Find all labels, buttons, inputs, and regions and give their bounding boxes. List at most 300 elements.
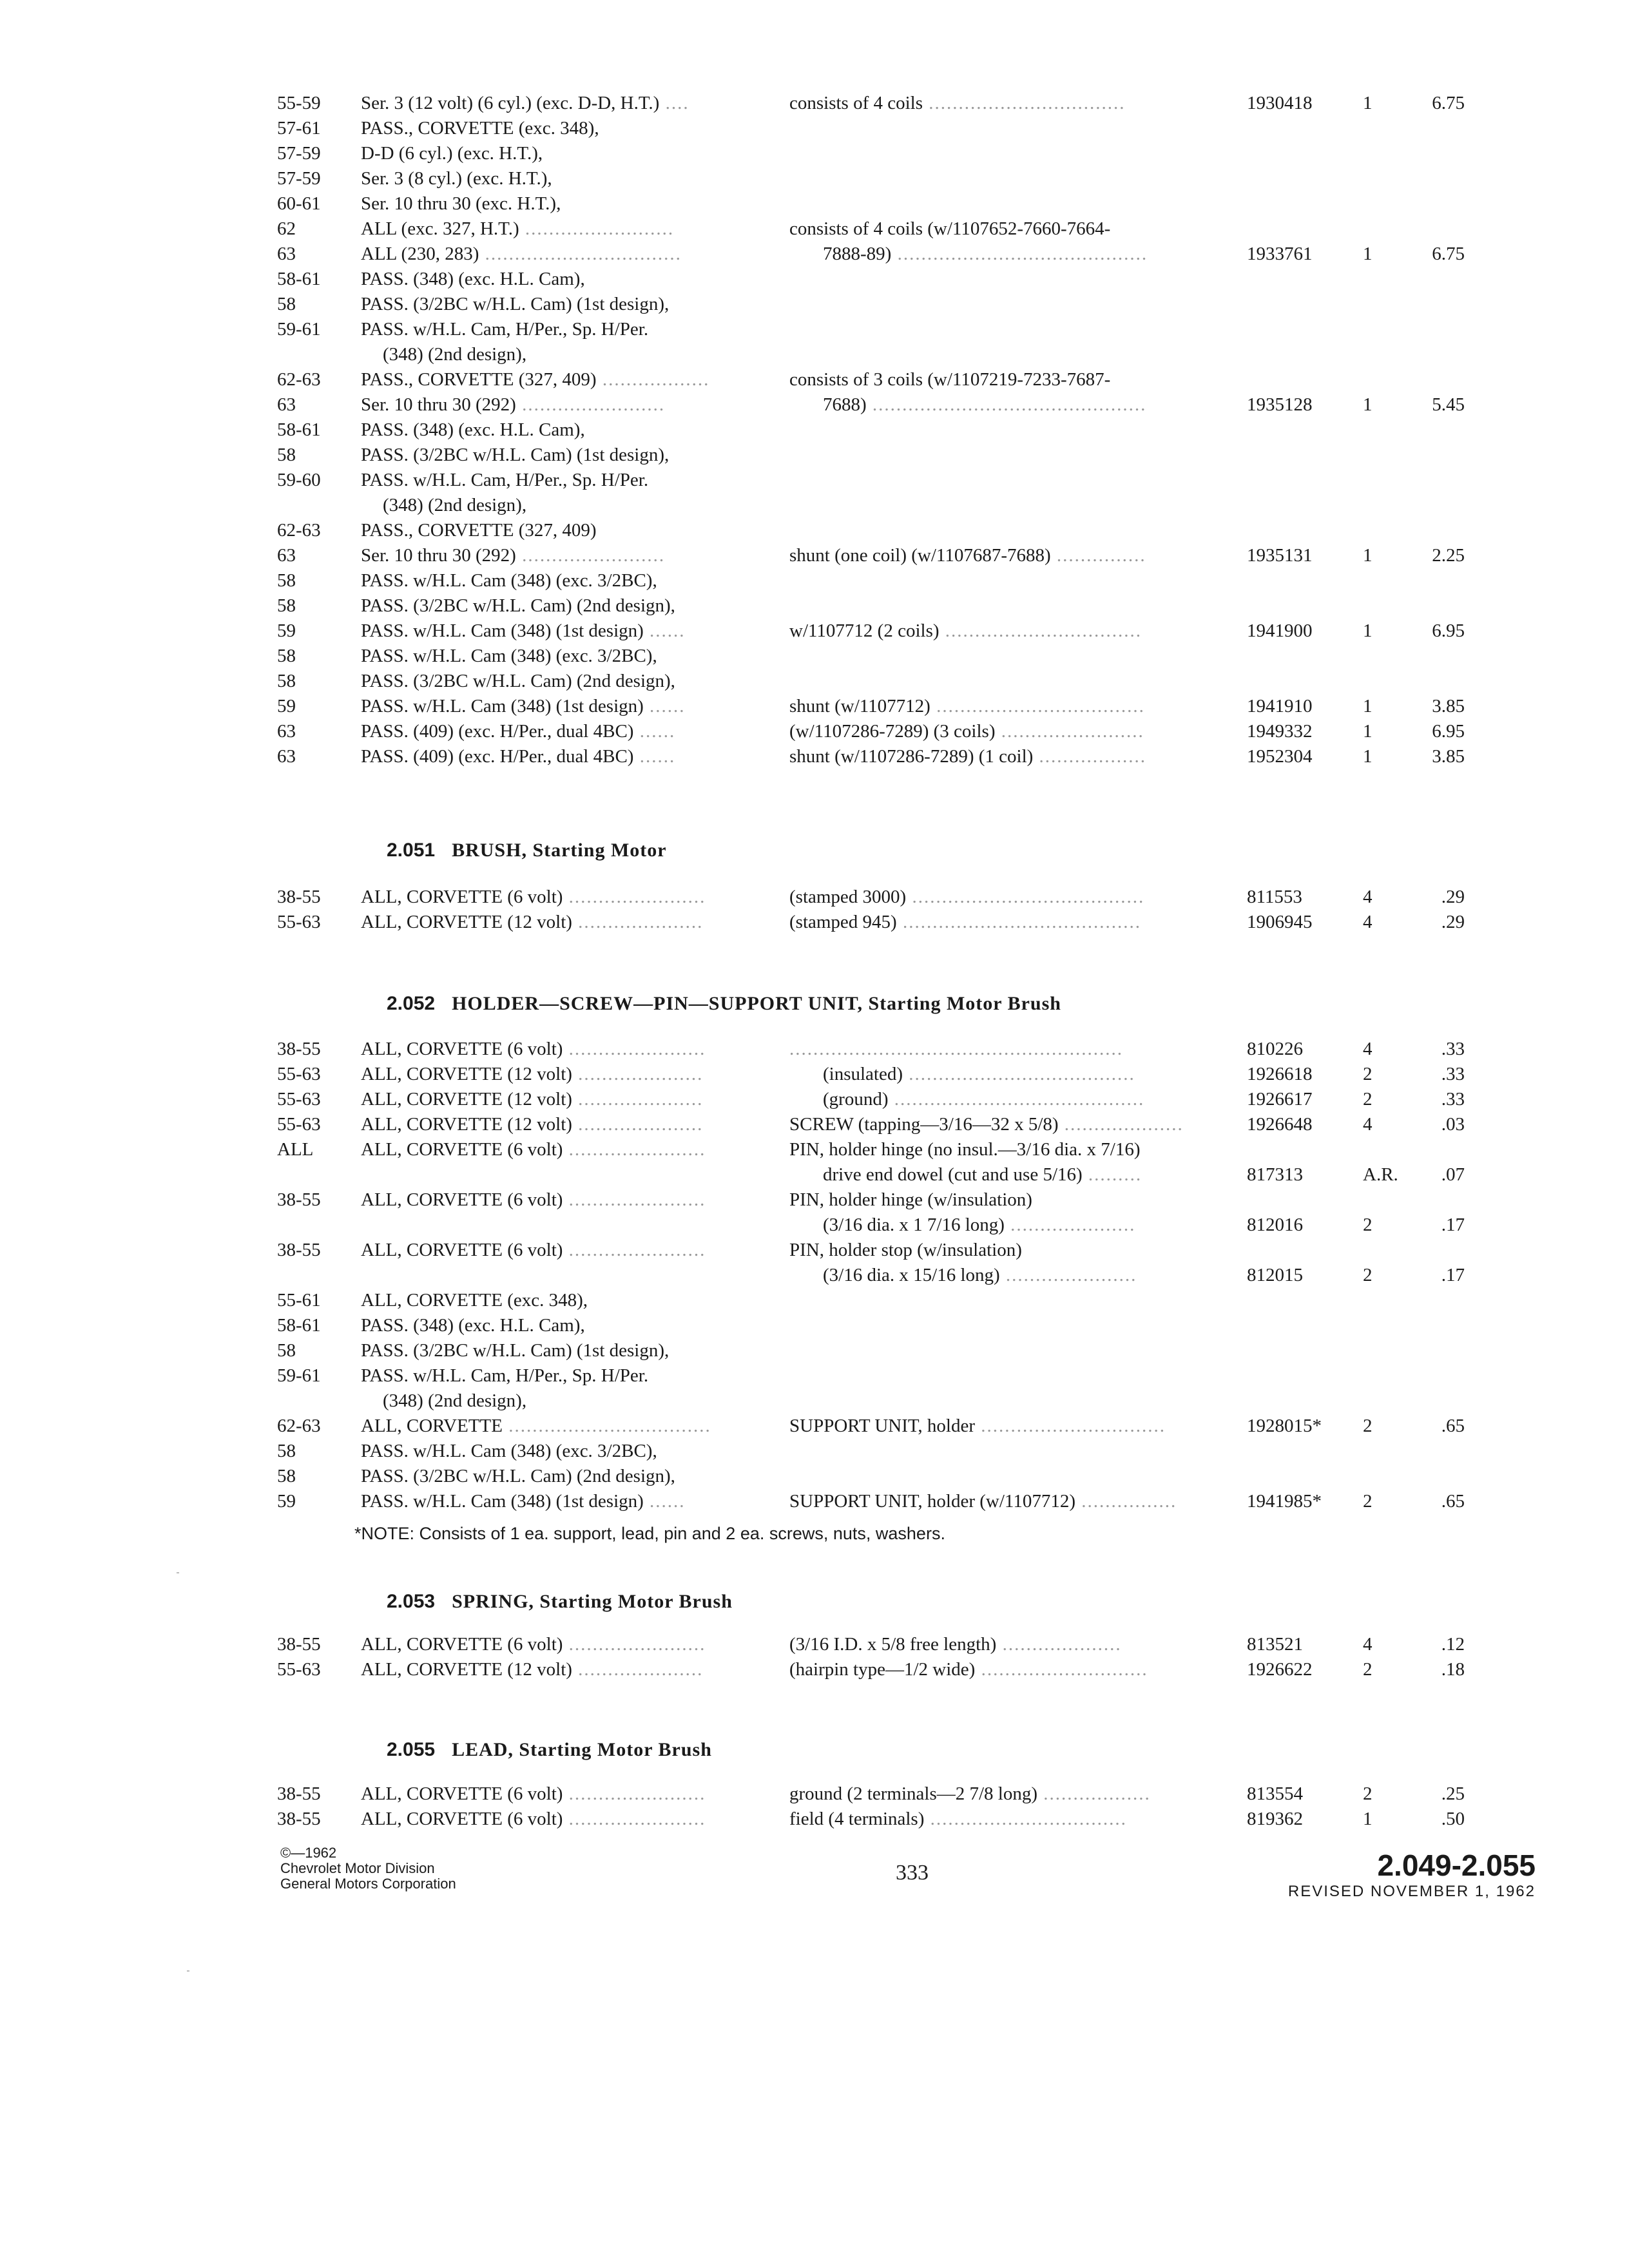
part-number: 1952304 xyxy=(1247,746,1313,767)
application-text: PASS. w/H.L. Cam (348) (1st design) xyxy=(361,620,644,641)
part-number: 1941910 xyxy=(1247,696,1313,716)
application xyxy=(361,266,585,292)
scan-speck xyxy=(177,1572,179,1573)
application xyxy=(361,216,674,242)
model-year: 38-55 xyxy=(277,1240,321,1260)
model-year: 59 xyxy=(277,620,296,641)
model-year: 55-63 xyxy=(277,912,321,932)
application xyxy=(361,1187,706,1213)
description xyxy=(789,1036,1123,1062)
part-number: 1941985* xyxy=(1247,1491,1322,1512)
price: .18 xyxy=(1441,1659,1465,1680)
application xyxy=(361,291,669,317)
section-title: BRUSH, Starting Motor xyxy=(452,840,667,861)
part-number: 1926617 xyxy=(1247,1089,1313,1110)
application-text: ALL, CORVETTE (12 volt) xyxy=(361,912,572,932)
description xyxy=(789,744,1146,769)
application xyxy=(361,367,709,392)
parts-row xyxy=(0,241,1629,267)
leader-dots: ............................ xyxy=(975,1659,1148,1680)
leader-dots: ............................... xyxy=(975,1416,1166,1436)
application-text: PASS. (3/2BC w/H.L. Cam) (2nd design), xyxy=(361,1466,675,1486)
price: .29 xyxy=(1441,912,1465,932)
price: 6.95 xyxy=(1432,721,1465,742)
parts-row xyxy=(0,417,1629,443)
quantity: 4 xyxy=(1363,887,1373,907)
part-number: 1930418 xyxy=(1247,93,1313,113)
description xyxy=(789,1806,1127,1832)
model-year: 38-55 xyxy=(277,887,321,907)
parts-row xyxy=(0,744,1629,769)
description-text: 7688) xyxy=(823,394,867,415)
application-text: PASS., CORVETTE (327, 409) xyxy=(361,520,597,541)
price: 3.85 xyxy=(1432,746,1465,767)
description xyxy=(789,718,1144,744)
parts-row xyxy=(0,1137,1629,1162)
application xyxy=(361,417,585,443)
application xyxy=(361,1137,706,1162)
description xyxy=(789,90,1126,116)
parts-row xyxy=(0,1036,1629,1062)
model-year: 58 xyxy=(277,445,296,465)
model-year: 38-55 xyxy=(277,1634,321,1655)
leader-dots: ..................... xyxy=(572,912,704,932)
quantity: 1 xyxy=(1363,93,1373,113)
leader-dots: ...... xyxy=(633,721,676,742)
description xyxy=(789,1162,1142,1187)
application xyxy=(361,543,665,568)
model-year: 63 xyxy=(277,721,296,742)
leader-dots: ....................... xyxy=(563,1189,706,1210)
parts-row xyxy=(0,90,1629,116)
parts-row xyxy=(0,1363,1629,1389)
description-text: 7888-89) xyxy=(823,244,892,264)
quantity: 2 xyxy=(1363,1064,1373,1084)
application xyxy=(361,1287,588,1313)
application xyxy=(361,191,561,216)
leader-dots: ...................... xyxy=(999,1265,1137,1285)
application xyxy=(361,1061,703,1087)
application-text: ALL, CORVETTE (6 volt) xyxy=(361,1809,563,1829)
application xyxy=(361,568,657,593)
section-number: 2.051 xyxy=(387,840,436,861)
section-heading xyxy=(387,838,667,863)
description-text: PIN, holder stop (w/insulation) xyxy=(789,1240,1022,1260)
quantity: 1 xyxy=(1363,746,1373,767)
parts-row xyxy=(0,1262,1629,1288)
parts-row xyxy=(0,1413,1629,1439)
price: .33 xyxy=(1441,1039,1465,1059)
application-text: PASS. w/H.L. Cam (348) (exc. 3/2BC), xyxy=(361,1441,657,1461)
description-text: SUPPORT UNIT, holder (w/1107712) xyxy=(789,1491,1075,1512)
model-year: 58 xyxy=(277,1441,296,1461)
model-year: 63 xyxy=(277,394,296,415)
application xyxy=(361,517,597,543)
price: .25 xyxy=(1441,1783,1465,1804)
application-text: Ser. 3 (8 cyl.) (exc. H.T.), xyxy=(361,168,552,189)
leader-dots: .......................................... xyxy=(891,244,1148,264)
part-number: 1906945 xyxy=(1247,912,1313,932)
application-text: ALL, CORVETTE (12 volt) xyxy=(361,1064,572,1084)
model-year: 62 xyxy=(277,218,296,239)
parts-row xyxy=(0,1212,1629,1238)
parts-row xyxy=(0,909,1629,935)
leader-dots: ....................... xyxy=(563,1783,706,1804)
model-year: 62-63 xyxy=(277,369,321,390)
parts-row xyxy=(0,1111,1629,1137)
application-text: PASS. (348) (exc. H.L. Cam), xyxy=(361,269,585,289)
revision-date: REVISED NOVEMBER 1, 1962 xyxy=(1287,1883,1536,1900)
parts-row xyxy=(0,1463,1629,1489)
application xyxy=(361,241,682,267)
parts-row xyxy=(0,543,1629,568)
description xyxy=(789,1262,1137,1288)
application xyxy=(361,1781,706,1807)
description-text: consists of 4 coils (w/1107652-7660-7664- xyxy=(789,218,1111,239)
model-year: 63 xyxy=(277,244,296,264)
description-text: SCREW (tapping—3/16—32 x 5/8) xyxy=(789,1114,1059,1135)
application xyxy=(361,1463,675,1489)
description xyxy=(789,1137,1141,1162)
parts-row xyxy=(0,1338,1629,1363)
footer-corporation: General Motors Corporation xyxy=(280,1876,456,1892)
quantity: 4 xyxy=(1363,1039,1373,1059)
application-text: ALL, CORVETTE (6 volt) xyxy=(361,1783,563,1804)
model-year: 59-61 xyxy=(277,1365,321,1386)
quantity: 2 xyxy=(1363,1416,1373,1436)
model-year: 38-55 xyxy=(277,1039,321,1059)
parts-row xyxy=(0,884,1629,910)
application-text: PASS. (409) (exc. H/Per., dual 4BC) xyxy=(361,721,634,742)
price: .07 xyxy=(1441,1164,1465,1185)
leader-dots: .............................................. xyxy=(866,394,1147,415)
footer-copyright: ©—1962 xyxy=(280,1845,337,1861)
leader-dots: ..................... xyxy=(572,1089,704,1110)
application-text: Ser. 10 thru 30 (exc. H.T.), xyxy=(361,193,561,214)
description-text: consists of 4 coils xyxy=(789,93,923,113)
application xyxy=(361,884,706,910)
description xyxy=(789,1212,1135,1238)
part-number: 1941900 xyxy=(1247,620,1313,641)
leader-dots: ....................... xyxy=(563,1139,706,1160)
application xyxy=(361,492,526,518)
application-text: ALL, CORVETTE xyxy=(361,1416,503,1436)
parts-row xyxy=(0,693,1629,719)
leader-dots: ..................... xyxy=(572,1114,704,1135)
description xyxy=(789,1631,1122,1657)
parts-row xyxy=(0,467,1629,493)
application xyxy=(361,718,675,744)
description xyxy=(789,543,1146,568)
leader-dots: ....................................... xyxy=(906,887,1145,907)
part-number: 1935128 xyxy=(1247,394,1313,415)
model-year: 57-59 xyxy=(277,143,321,164)
description xyxy=(789,1111,1184,1137)
application xyxy=(361,1631,706,1657)
application-text: PASS. (3/2BC w/H.L. Cam) (1st design), xyxy=(361,445,670,465)
leader-dots: .................................. xyxy=(502,1416,711,1436)
model-year: 38-55 xyxy=(277,1189,321,1210)
application xyxy=(361,1413,711,1439)
model-year: 58-61 xyxy=(277,419,321,440)
application-text: PASS. w/H.L. Cam, H/Per., Sp. H/Per. xyxy=(361,470,649,490)
application-text: ALL, CORVETTE (12 volt) xyxy=(361,1089,572,1110)
description xyxy=(789,241,1148,267)
model-year: 38-55 xyxy=(277,1783,321,1804)
part-number: 812016 xyxy=(1247,1215,1303,1235)
quantity: 2 xyxy=(1363,1089,1373,1110)
section-number: 2.053 xyxy=(387,1591,436,1612)
description xyxy=(789,216,1110,242)
application xyxy=(361,668,675,694)
leader-dots: .................... xyxy=(1058,1114,1184,1135)
leader-dots: ...... xyxy=(633,746,676,767)
parts-row xyxy=(0,140,1629,166)
model-year: 58-61 xyxy=(277,269,321,289)
price: 5.45 xyxy=(1432,394,1465,415)
quantity: 1 xyxy=(1363,721,1373,742)
application-text: PASS. w/H.L. Cam (348) (1st design) xyxy=(361,1491,644,1512)
quantity: 1 xyxy=(1363,620,1373,641)
leader-dots: ................................. xyxy=(924,1809,1127,1829)
application-text: ALL, CORVETTE (6 volt) xyxy=(361,1189,563,1210)
parts-row xyxy=(0,1162,1629,1187)
model-year: 58-61 xyxy=(277,1315,321,1336)
parts-row xyxy=(0,492,1629,518)
leader-dots: ....................... xyxy=(563,1240,706,1260)
parts-row xyxy=(0,1657,1629,1682)
leader-dots: .................. xyxy=(1037,1783,1151,1804)
application-text: PASS. w/H.L. Cam, H/Per., Sp. H/Per. xyxy=(361,319,649,340)
application xyxy=(361,1111,703,1137)
part-number: 819362 xyxy=(1247,1809,1303,1829)
part-number: 1926648 xyxy=(1247,1114,1313,1135)
parts-row xyxy=(0,115,1629,141)
application xyxy=(361,341,526,367)
part-number: 812015 xyxy=(1247,1265,1303,1285)
model-year: 55-63 xyxy=(277,1089,321,1110)
model-year: 58 xyxy=(277,646,296,666)
application xyxy=(361,467,648,493)
quantity: 2 xyxy=(1363,1265,1373,1285)
application-text: PASS. w/H.L. Cam, H/Per., Sp. H/Per. xyxy=(361,1365,649,1386)
section-heading xyxy=(387,1737,712,1763)
section-title: SPRING, Starting Motor Brush xyxy=(452,1591,733,1612)
model-year: 59-61 xyxy=(277,319,321,340)
parts-row xyxy=(0,568,1629,593)
model-year: 38-55 xyxy=(277,1809,321,1829)
parts-row xyxy=(0,1237,1629,1263)
leader-dots: ......... xyxy=(1082,1164,1142,1185)
parts-row xyxy=(0,1488,1629,1514)
description-text: (w/1107286-7289) (3 coils) xyxy=(789,721,996,742)
description xyxy=(789,1237,1022,1263)
description-text: (stamped 3000) xyxy=(789,887,907,907)
parts-row xyxy=(0,442,1629,468)
application xyxy=(361,1657,703,1682)
description-text: ground (2 terminals—2 7/8 long) xyxy=(789,1783,1038,1804)
part-number: 1949332 xyxy=(1247,721,1313,742)
application-text: (348) (2nd design), xyxy=(383,344,527,365)
model-year: 57-61 xyxy=(277,118,321,139)
quantity: A.R. xyxy=(1363,1164,1398,1185)
leader-dots: .......................................... xyxy=(888,1089,1145,1110)
quantity: 2 xyxy=(1363,1491,1373,1512)
parts-row xyxy=(0,1061,1629,1087)
application-text: ALL, CORVETTE (6 volt) xyxy=(361,887,563,907)
application xyxy=(361,1438,657,1464)
description xyxy=(789,1086,1144,1112)
application-text: Ser. 10 thru 30 (292) xyxy=(361,545,516,566)
parts-row xyxy=(0,1287,1629,1313)
parts-row xyxy=(0,643,1629,669)
quantity: 4 xyxy=(1363,1634,1373,1655)
application xyxy=(361,618,686,644)
quantity: 1 xyxy=(1363,394,1373,415)
description-text: (hairpin type—1/2 wide) xyxy=(789,1659,976,1680)
model-year: 59 xyxy=(277,1491,296,1512)
part-number: 1935131 xyxy=(1247,545,1313,566)
description xyxy=(789,1781,1151,1807)
description-text: (stamped 945) xyxy=(789,912,897,932)
leader-dots: ................................... xyxy=(930,696,1145,716)
description-text: drive end dowel (cut and use 5/16) xyxy=(823,1164,1083,1185)
description xyxy=(789,1061,1135,1087)
application-text: PASS. w/H.L. Cam (348) (exc. 3/2BC), xyxy=(361,570,657,591)
leader-dots: .... xyxy=(659,93,689,113)
application xyxy=(361,442,669,468)
application xyxy=(361,643,657,669)
leader-dots: ..................... xyxy=(572,1659,704,1680)
description xyxy=(789,392,1146,418)
quantity: 1 xyxy=(1363,545,1373,566)
leader-dots: ..................... xyxy=(572,1064,704,1084)
description-text: consists of 3 coils (w/1107219-7233-7687- xyxy=(789,369,1111,390)
application xyxy=(361,166,552,191)
parts-row xyxy=(0,718,1629,744)
application xyxy=(361,316,648,342)
application xyxy=(361,392,665,418)
model-year: 62-63 xyxy=(277,1416,321,1436)
parts-row xyxy=(0,367,1629,392)
leader-dots: ................................. xyxy=(939,620,1142,641)
application xyxy=(361,909,703,935)
model-year: 55-61 xyxy=(277,1290,321,1311)
leader-dots: ....................... xyxy=(563,1634,706,1655)
leader-dots: ....................... xyxy=(563,887,706,907)
application xyxy=(361,1086,703,1112)
part-number: 813554 xyxy=(1247,1783,1303,1804)
application-text: PASS. (409) (exc. H/Per., dual 4BC) xyxy=(361,746,634,767)
description-text: shunt (w/1107712) xyxy=(789,696,930,716)
description-text: (ground) xyxy=(823,1089,889,1110)
leader-dots: ................................. xyxy=(923,93,1126,113)
model-year: 63 xyxy=(277,746,296,767)
part-number: 817313 xyxy=(1247,1164,1303,1185)
description xyxy=(789,1488,1177,1514)
page-number: 333 xyxy=(896,1861,929,1885)
part-number: 1926622 xyxy=(1247,1659,1313,1680)
leader-dots: ...................................... xyxy=(903,1064,1135,1084)
description-text: shunt (w/1107286-7289) (1 coil) xyxy=(789,746,1034,767)
application-text: PASS. (3/2BC w/H.L. Cam) (1st design), xyxy=(361,1340,670,1361)
model-year: 55-63 xyxy=(277,1114,321,1135)
price: .03 xyxy=(1441,1114,1465,1135)
application-text: ALL, CORVETTE (12 volt) xyxy=(361,1114,572,1135)
parts-row xyxy=(0,1806,1629,1832)
section-title: LEAD, Starting Motor Brush xyxy=(452,1739,712,1760)
model-year: 58 xyxy=(277,294,296,314)
parts-row xyxy=(0,1438,1629,1464)
price: 6.95 xyxy=(1432,620,1465,641)
price: .65 xyxy=(1441,1491,1465,1512)
leader-dots: ................ xyxy=(1075,1491,1177,1512)
price: 6.75 xyxy=(1432,93,1465,113)
quantity: 1 xyxy=(1363,244,1373,264)
price: .29 xyxy=(1441,887,1465,907)
footer-division: Chevrolet Motor Division xyxy=(280,1860,435,1876)
parts-row xyxy=(0,517,1629,543)
section-number: 2.052 xyxy=(387,993,436,1014)
application xyxy=(361,1388,526,1414)
application-text: PASS., CORVETTE (exc. 348), xyxy=(361,118,599,139)
parts-row xyxy=(0,1388,1629,1414)
leader-dots: ........................................................ xyxy=(789,1039,1123,1059)
parts-row xyxy=(0,316,1629,342)
description-text: w/1107712 (2 coils) xyxy=(789,620,940,641)
application xyxy=(361,593,675,619)
application-text: ALL (230, 283) xyxy=(361,244,479,264)
price: 6.75 xyxy=(1432,244,1465,264)
price: .33 xyxy=(1441,1064,1465,1084)
model-year: 59-60 xyxy=(277,470,321,490)
parts-row xyxy=(0,166,1629,191)
model-year: 57-59 xyxy=(277,168,321,189)
description-text: shunt (one coil) (w/1107687-7688) xyxy=(789,545,1051,566)
quantity: 4 xyxy=(1363,912,1373,932)
leader-dots: ......................... xyxy=(519,218,675,239)
price: .17 xyxy=(1441,1265,1465,1285)
quantity: 2 xyxy=(1363,1215,1373,1235)
application xyxy=(361,1036,706,1062)
leader-dots: ....................... xyxy=(563,1039,706,1059)
price: 3.85 xyxy=(1432,696,1465,716)
description xyxy=(789,909,1141,935)
application xyxy=(361,1312,585,1338)
application-text: PASS. (3/2BC w/H.L. Cam) (2nd design), xyxy=(361,595,675,616)
application-text: (348) (2nd design), xyxy=(383,495,527,515)
application-text: PASS. w/H.L. Cam (348) (1st design) xyxy=(361,696,644,716)
parts-row xyxy=(0,618,1629,644)
scan-speck xyxy=(187,1970,189,1972)
application-text: ALL (exc. 327, H.T.) xyxy=(361,218,519,239)
model-year: ALL xyxy=(277,1139,314,1160)
description xyxy=(789,1657,1148,1682)
leader-dots: .................. xyxy=(596,369,710,390)
model-year: 58 xyxy=(277,595,296,616)
part-number: 1933761 xyxy=(1247,244,1313,264)
quantity: 1 xyxy=(1363,1809,1373,1829)
model-year: 63 xyxy=(277,545,296,566)
application xyxy=(361,1237,706,1263)
description-text: field (4 terminals) xyxy=(789,1809,925,1829)
application-text: Ser. 10 thru 30 (292) xyxy=(361,394,516,415)
leader-dots: ....................... xyxy=(563,1809,706,1829)
description-text: (insulated) xyxy=(823,1064,903,1084)
price: 2.25 xyxy=(1432,545,1465,566)
part-number: 813521 xyxy=(1247,1634,1303,1655)
quantity: 2 xyxy=(1363,1659,1373,1680)
